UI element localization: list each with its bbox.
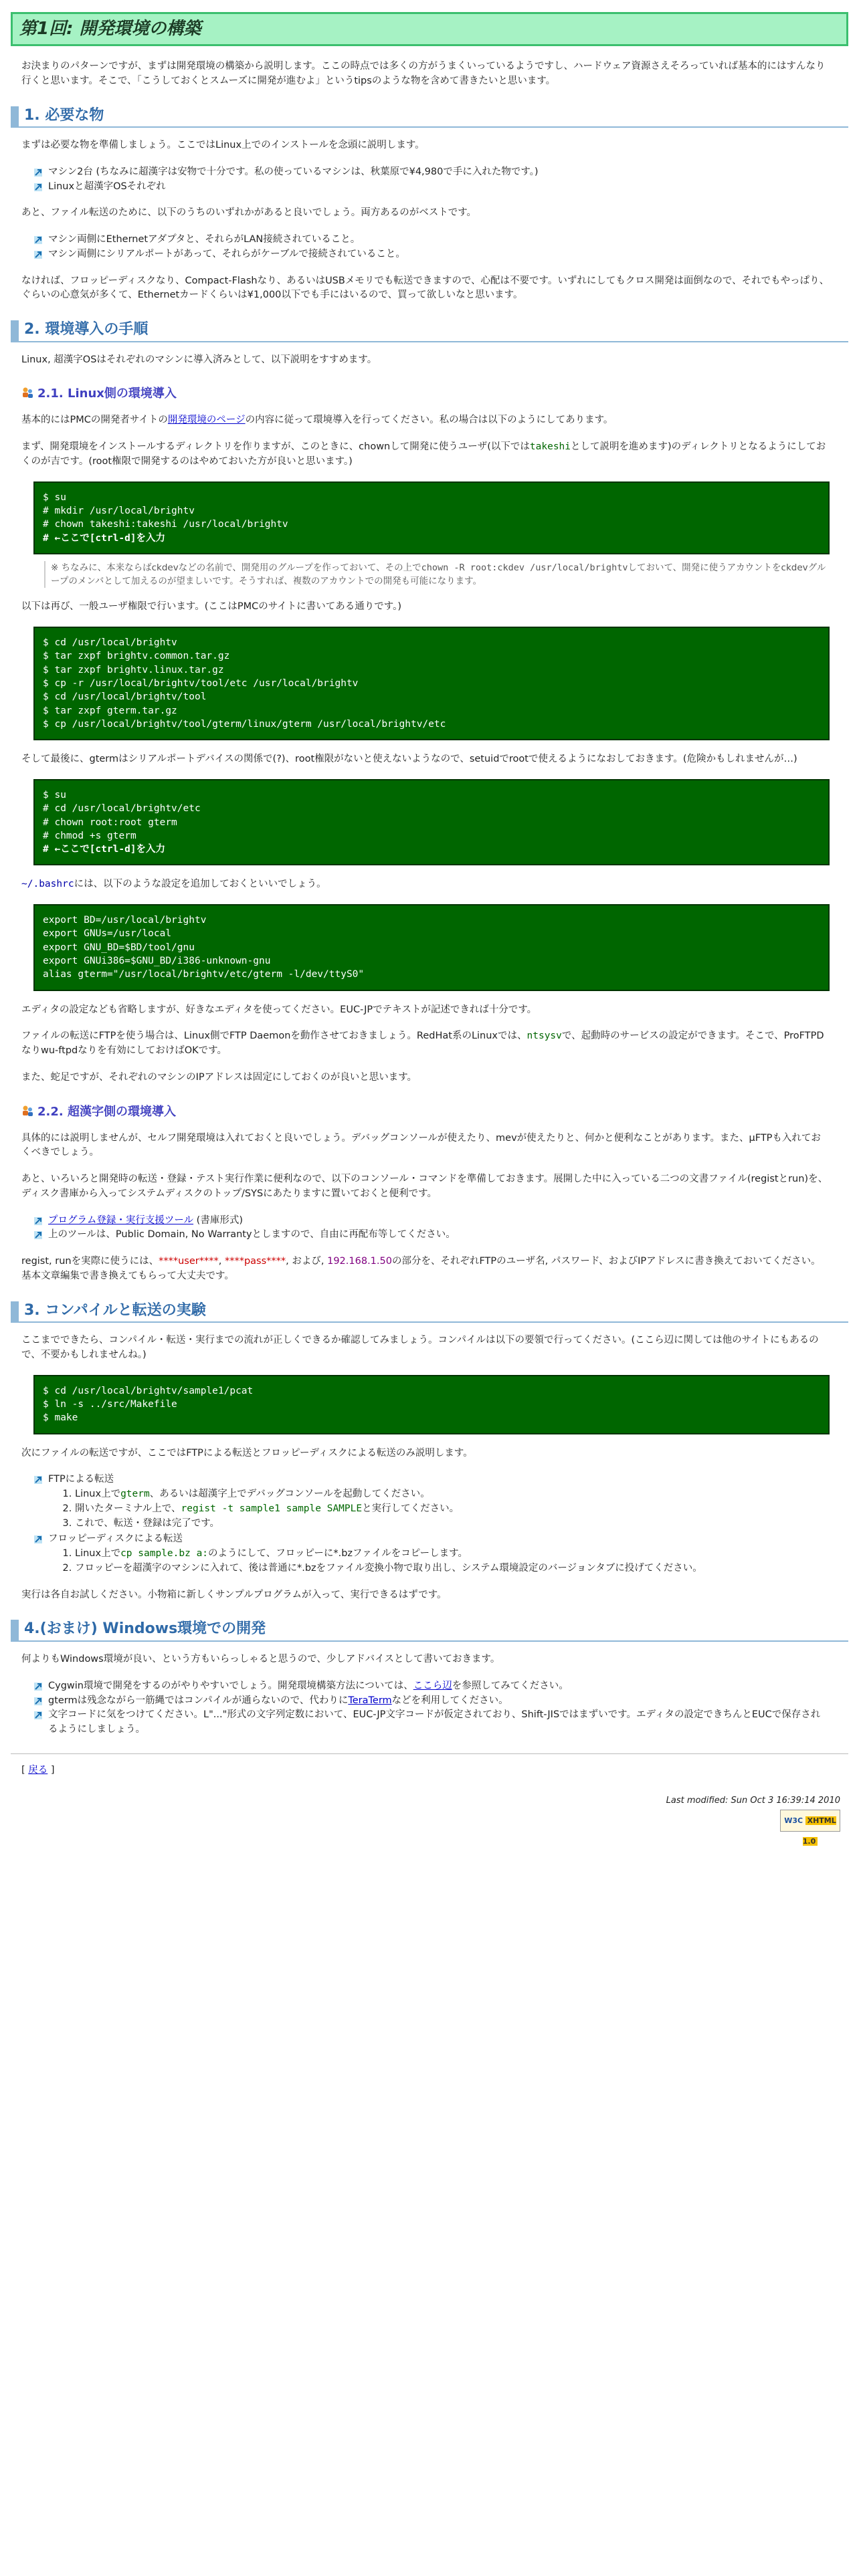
blue-arrow-bullet-icon: [33, 235, 43, 245]
floppy-steps: [48, 1547, 830, 1576]
s1-p2: あと、ファイル転送のために、以下のうちのいずれかがあると良いでしょう。両方あるのがベストです。: [21, 207, 477, 219]
person-heading-icon: [21, 1105, 33, 1117]
s3-p3: 実行は各自お試しください。小物箱に新しくサンプルプログラムが入って、実行できるはずです。: [21, 1589, 447, 1600]
list-item: マシン2台 (ちなみに超漢字は安物で十分です。私の使っているマシンは、秋葉原で¥4,980で手に入れた物です。): [33, 165, 830, 180]
page-title: 第1回: 開発環境の構築: [11, 12, 848, 46]
s2-p3: まず、開発環境をインストールするディレクトリを作りますが、このときに、chownして開発に使うユーザ(以下ではtakeshiとして説明を進めます)のディレクトリとなるようにしておくのが吉です。(root権限で開発するのはやめておいた方が良いと思います。): [21, 441, 826, 467]
blue-arrow-bullet-icon: [33, 1682, 43, 1691]
list-item: マシン両側にEthernetアダプタと、それらがLAN接続されていること。: [33, 233, 830, 247]
last-modified: Last modified: Sun Oct 3 16:39:14 2010: [666, 1795, 840, 1806]
list-item: 上のツールは、Public Domain, No Warrantyとしますので、自由に再配布等してください。: [33, 1228, 830, 1243]
s1-p3: なければ、フロッピーディスクなり、Compact-Flashなり、あるいはUSBメモリでも転送できますので、心配は不要です。いずれにしてもクロス開発は面倒なので、それでもやっぱり、ぐらいの心意気が多くて、Ethernetカードくらいは¥1,000以下でも手にはいるので、買って欲しいなと思います。: [21, 275, 830, 301]
teraterm-link[interactable]: TeraTerm: [348, 1695, 392, 1706]
person-heading-icon: [21, 387, 33, 399]
blue-arrow-bullet-icon: [33, 1475, 43, 1485]
s2-p11: あと、いろいろと開発時の転送・登録・テスト実行作業に便利なので、以下のコンソール・コマンドを準備しておきます。展開した中に入っている二つの文書ファイル(registとrun)を、ディスク書庫から入ってシステムディスクのトップ/SYSにあたりますに置いておくと便利です。: [21, 1174, 828, 1199]
list-item: Linuxと超漢字OSそれぞれ: [33, 180, 830, 195]
list-item: gtermは残念ながら一筋縄ではコンパイルが通らないので、代わりにTeraTermなどを利用してください。: [33, 1694, 830, 1709]
subsection-heading-2-1: 2.1. Linux側の環境導入: [21, 385, 848, 403]
s2-p6: ~/.bashrcには、以下のような設定を追加しておくといいでしょう。: [21, 879, 326, 890]
s1-list1: [33, 165, 830, 195]
list-item: Cygwin環境で開発をするのがやりやすいでしょう。開発環境構築方法については、ここら辺を参照してみてください。: [33, 1679, 830, 1694]
code-block: $ cd /usr/local/brightv/sample1/pcat $ ln -s ../src/Makefile $ make: [33, 1375, 830, 1434]
section-heading-1: 1. 必要な物: [11, 106, 848, 128]
s3-p1: ここまでできたら、コンパイル・転送・実行までの流れが正しくできるか確認してみましょう。コンパイルは以下の要領で行ってください。(ここら辺に関しては他のサイトにもあるので、不要かもしれませんね。): [21, 1335, 819, 1361]
list-item: マシン両側にシリアルポートがあって、それらがケーブルで接続されていること。: [33, 247, 830, 262]
s2-p8: ファイルの転送にFTPを使う場合は、Linux側でFTP Daemonを動作させておきましょう。RedHat系のLinuxでは、ntsysvで、起動時のサービスの設定ができます。そこで、ProFTPDなりwu-ftpdなりを有効にしておけばOKです。: [21, 1031, 824, 1057]
s4-p1: 何よりもWindows環境が良い、という方もいらっしゃると思うので、少しアドバイスとして書いておきます。: [21, 1654, 500, 1665]
blue-arrow-bullet-icon: [33, 1216, 43, 1226]
blue-arrow-bullet-icon: [33, 250, 43, 259]
dev-env-page-link[interactable]: 開発環境のページ: [167, 415, 246, 426]
section-heading-2: 2. 環境導入の手順: [11, 320, 848, 342]
section-heading-3: 3. コンパイルと転送の実験: [11, 1301, 848, 1323]
s1-p1: まずは必要な物を準備しましょう。ここではLinux上でのインストールを念頭に説明します。: [21, 140, 425, 151]
list-item: FTPによる転送 1. Linux上でgterm、あるいは超漢字上でデバッグコンソールを起動してください。 2. 開いたターミナル上で、regist -t sample1 sample SAMPLEと実行してください。 3. これで、転送・登録は完了です。: [33, 1473, 830, 1531]
list-item: 2. 開いたターミナル上で、regist -t sample1 sample SAMPLEと実行してください。: [75, 1502, 830, 1517]
code-block: $ su # cd /usr/local/brightv/etc # chown root:root gterm # chmod +s gterm # ←ここで[ctrl-d]を入力: [33, 779, 830, 865]
s1-list2: [33, 233, 830, 262]
code-block: export BD=/usr/local/brightv export GNUs=/usr/local export GNU_BD=$BD/tool/gnu export GNUi386=$GNU_BD/i386-unknown-gnu alias gterm="/usr/local/brightv/etc/gterm -l/dev/ttyS0": [33, 904, 830, 990]
blue-arrow-bullet-icon: [33, 168, 43, 177]
back-nav: [ 戻る ]: [21, 1764, 55, 1776]
note-text: ※ ちなみに、本来ならばckdevなどの名前で、開発用のグループを作っておいて、その上でchown -R root:ckdev /usr/local/brightvしておいて、開発に使うアカウントをckdevグループのメンバとして加えるのが望ましいです。そうすれば、複数のアカウントでの開発も可能になります。: [44, 561, 830, 588]
back-link[interactable]: 戻る: [28, 1764, 48, 1776]
subsection-heading-2-2: 2.2. 超漢字側の環境導入: [21, 1103, 848, 1121]
code-block: $ su # mkdir /usr/local/brightv # chown takeshi:takeshi /usr/local/brightv # ←ここで[ctrl-d]を入力: [33, 481, 830, 554]
blue-arrow-bullet-icon: [33, 1230, 43, 1240]
section-heading-4: 4.(おまけ) Windows環境での開発: [11, 1620, 848, 1642]
list-item: プログラム登録・実行支援ツール (書庫形式): [33, 1214, 830, 1228]
list-item: 3. これで、転送・登録は完了です。: [75, 1517, 830, 1531]
s2-p7: エディタの設定なども省略しますが、好きなエディタを使ってください。EUC-JPでテキストが記述できれば十分です。: [21, 1004, 537, 1015]
s2-p9: また、蛇足ですが、それぞれのマシンのIPアドレスは固定にしておくのが良いと思います。: [21, 1071, 417, 1083]
windows-list: [33, 1679, 830, 1737]
s2-p1: Linux, 超漢字OSはそれぞれのマシンに導入済みとして、以下説明をすすめます。: [21, 354, 377, 365]
footer-divider: [11, 1753, 848, 1754]
s2-p2: 基本的にはPMCの開発者サイトの開発環境のページの内容に従って環境導入を行ってください。私の場合は以下のようにしてあります。: [21, 415, 613, 426]
list-item: 1. Linux上でgterm、あるいは超漢字上でデバッグコンソールを起動してください。: [75, 1487, 830, 1502]
s2-p10: 具体的には説明しませんが、セルフ開発環境は入れておくと良いでしょう。デバッグコンソールが使えたり、mevが使えたりと、何かと便利なことがあります。また、μFTPも入れておくべきでしょう。: [21, 1132, 821, 1158]
tool-list: [33, 1214, 830, 1243]
list-item: フロッピーディスクによる転送 1. Linux上でcp sample.bz a:のようにして、フロッピーに*.bzファイルをコピーします。 2. フロッピーを超漢字のマシンに入れて、後は普通に*.bzをファイル変換小物で取り出し、システム環境設定のバージョンタブに投げてください。: [33, 1532, 830, 1576]
s2-p12: regist, runを実際に使うには、****user****, ****pass****, および, 192.168.1.50の部分を、それぞれFTPのユーザ名, パスワード、およびIPアドレスに書き換えておいてください。基本文章編集で書き換えてもらって大丈夫です。: [21, 1256, 821, 1281]
cygwin-link[interactable]: ここら辺: [413, 1680, 452, 1691]
s3-p2: 次にファイルの転送ですが、ここではFTPによる転送とフロッピーディスクによる転送のみ説明します。: [21, 1447, 473, 1459]
list-item: 2. フロッピーを超漢字のマシンに入れて、後は普通に*.bzをファイル変換小物で取り出し、システム環境設定のバージョンタブに投げてください。: [75, 1562, 830, 1576]
intro-text: お決まりのパターンですが、まずは開発環境の構築から説明します。ここの時点では多くの方がうまくいっているようですし、ハードウェア資源さえそろっていれば基本的にはすんなり行くと思います。そこで、「こうしておくとスムーズに開発が進むよ」というtipsのような物を含めて書きたいと思います。: [21, 61, 826, 86]
code-block: $ cd /usr/local/brightv $ tar zxpf brightv.common.tar.gz $ tar zxpf brightv.linux.tar.gz $ cp -r /usr/local/brightv/tool/etc /usr/local/brightv $ cd /usr/local/brightv/tool $ tar zxpf gterm.tar.gz $ cp /usr/local/brightv/tool/gterm/linux/gterm /usr/local/brightv/etc: [33, 627, 830, 740]
tool-download-link[interactable]: プログラム登録・実行支援ツール: [48, 1214, 194, 1226]
ftp-steps: [48, 1487, 830, 1531]
blue-arrow-bullet-icon: [33, 1697, 43, 1706]
s2-p4: 以下は再び、一般ユーザ権限で行います。(ここはPMCのサイトに書いてある通りです。): [21, 601, 402, 613]
s2-p5: そして最後に、gtermはシリアルポートデバイスの関係で(?)、root権限がないと使えないようなので、setuidでrootで使えるようになおしておきます。(危険かもしれませんが…): [21, 754, 797, 765]
blue-arrow-bullet-icon: [33, 1535, 43, 1544]
blue-arrow-bullet-icon: [33, 1711, 43, 1720]
xhtml-valid-badge[interactable]: W3C XHTML 1.0: [780, 1810, 840, 1832]
list-item: 文字コードに気をつけてください。L"..."形式の文字列定数において、EUC-JP文字コードが仮定されており、Shift-JISではまずいです。エディタの設定できちんとEUCで保存されるようにしましょう。: [33, 1708, 830, 1737]
list-item: 1. Linux上でcp sample.bz a:のようにして、フロッピーに*.bzファイルをコピーします。: [75, 1547, 830, 1562]
blue-arrow-bullet-icon: [33, 183, 43, 192]
transfer-list: [33, 1473, 830, 1576]
